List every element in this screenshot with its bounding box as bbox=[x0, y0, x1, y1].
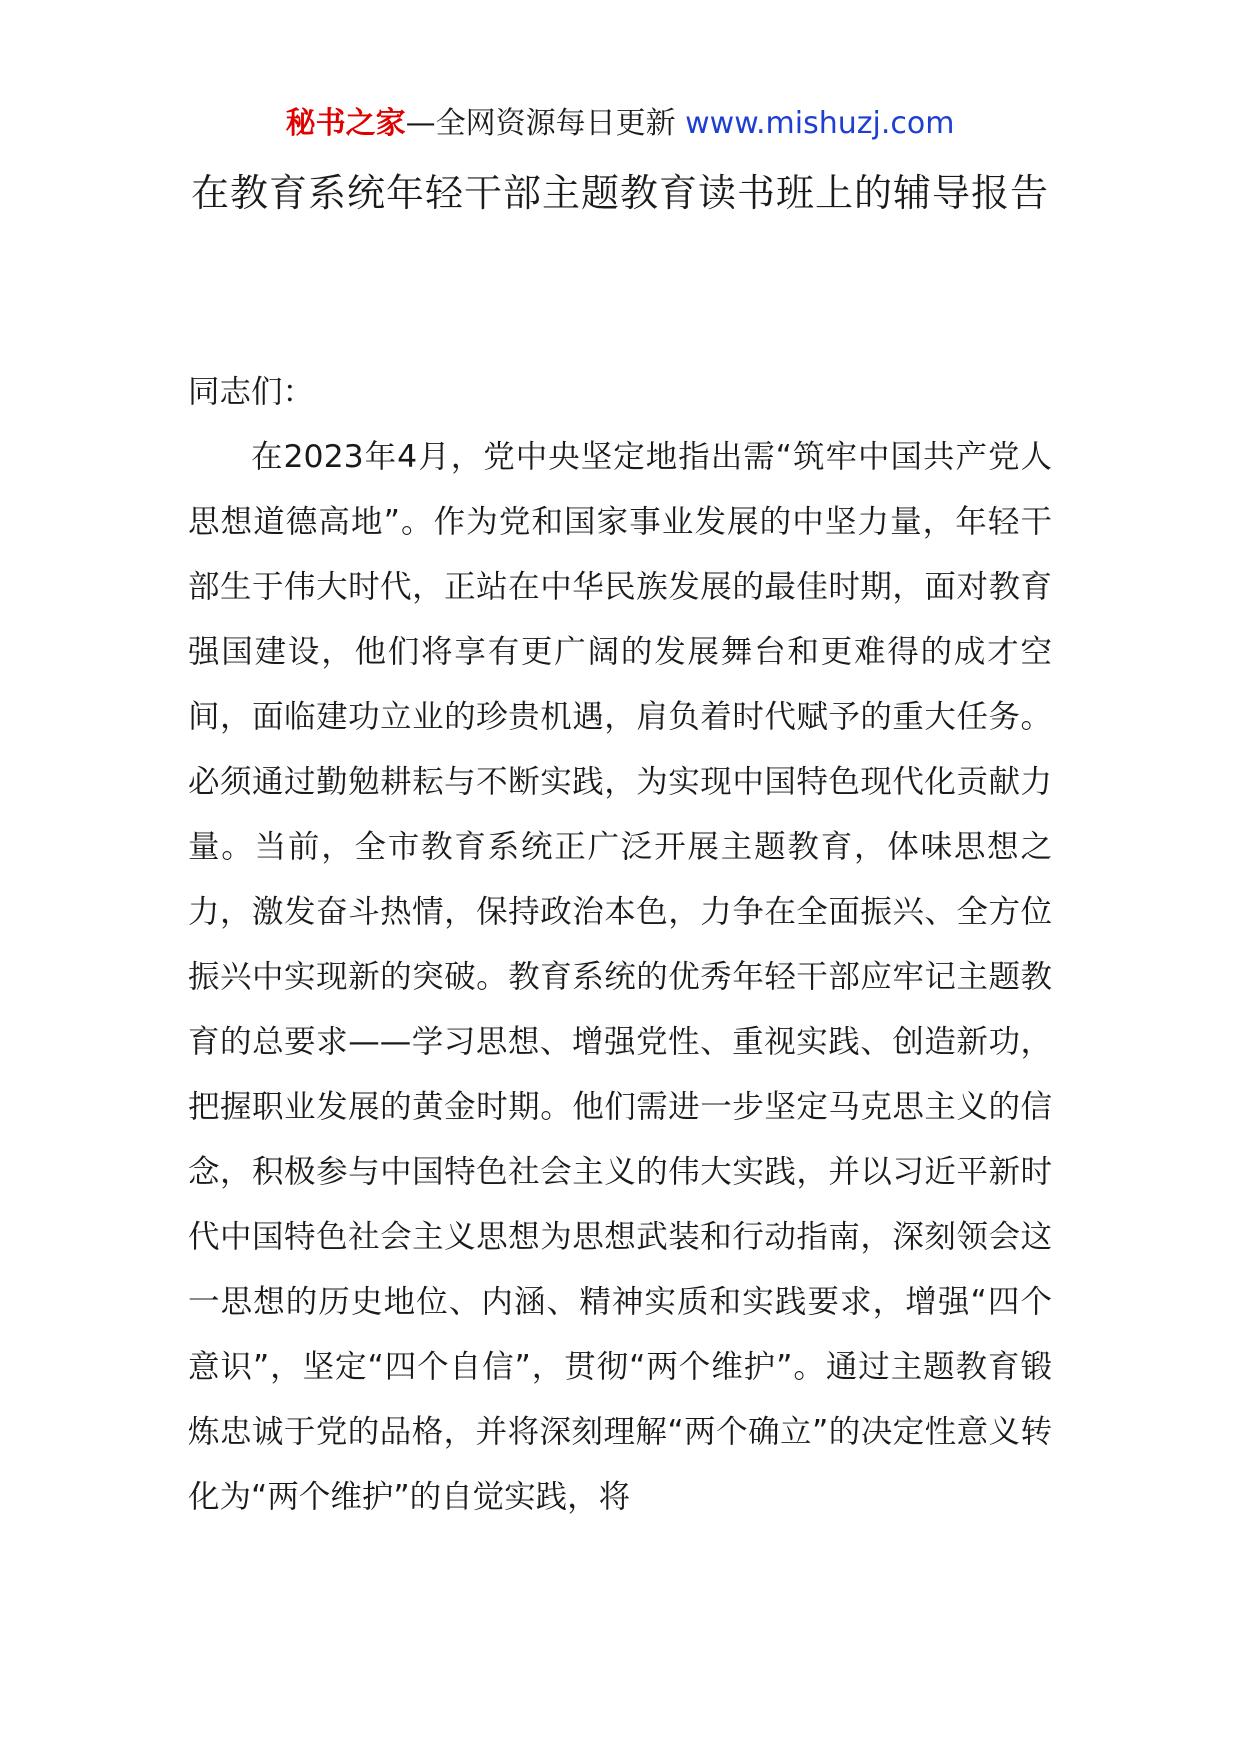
header-tagline: —全网资源每日更新 bbox=[405, 106, 686, 141]
document-title: 在教育系统年轻干部主题教育读书班上的辅导报告 bbox=[190, 171, 1049, 215]
site-header bbox=[0, 104, 1240, 144]
salutation: 同志们： bbox=[188, 374, 315, 410]
site-url-link[interactable]: www.mishuzj.com bbox=[685, 106, 955, 141]
body-paragraph: 在2023年4月，党中央坚定地指出需“筑牢中国共产党人思想道德高地”。作为党和国家事业发展的中坚力量，年轻干部生于伟大时代，正站在中华民族发展的最佳时期，面对教育强国建设，他们将享有更广阔的发展舞台和更难得的成才空间，面临建功立业的珍贵机遇，肩负着时代赋予的重大任务。必须通过勤勉耕耘与不断实践，为实现中国特色现代化贡献力量。当前，全市教育系统正广泛开展主题教育，体味思想之力，激发奋斗热情，保持政治本色，力争在全面振兴、全方位振兴中实现新的突破。教育系统的优秀年轻干部应牢记主题教育的总要求——学习思想、增强党性、重视实践、创造新功，把握职业发展的黄金时期。他们需进一步坚定马克思主义的信念，积极参与中国特色社会主义的伟大实践，并以习近平新时代中国特色社会主义思想为思想武装和行动指南，深刻领会这一思想的历史地位、内涵、精神实质和实践要求，增强“四个意识”，坚定“四个自信”，贯彻“两个维护”。通过主题教育锻炼忠诚于党的品格，并将深刻理解“两个确立”的决定性意义转化为“两个维护”的自觉实践，将 bbox=[188, 439, 1052, 1515]
brand-name: 秘书之家 bbox=[285, 106, 406, 141]
document-body bbox=[188, 360, 1052, 1530]
